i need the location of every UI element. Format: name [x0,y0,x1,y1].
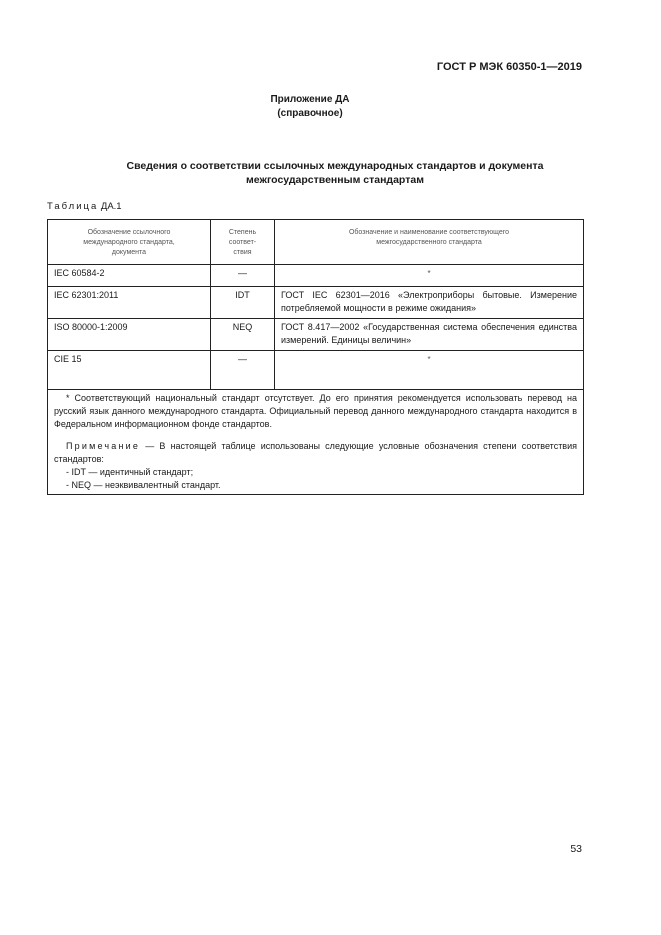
table-row [48,351,584,390]
cell-national: ГОСТ IEC 62301—2016 «Электроприборы бытовые. Измерение потребляемой мощности в режиме ожидания» [275,287,584,319]
cell-degree: — [211,265,275,287]
table-footnote-cell [48,390,584,495]
cell-national: ГОСТ 8.417—2002 «Государственная система обеспечения единства измерений. Единицы величин» [275,319,584,351]
section-title-line-1: Сведения о соответствии ссылочных международных стандартов и документа [126,160,544,172]
cell-degree: NEQ [211,319,275,351]
cell-reference: CIE 15 [48,351,211,390]
page-number: 53 [570,843,582,855]
note-item-neq: - NEQ — неэквивалентный стандарт. [66,480,221,490]
table-header-row [48,220,584,265]
annex-title: Приложение ДА [270,94,350,105]
cell-national: * [275,265,584,287]
cell-reference: ISO 80000-1:2009 [48,319,211,351]
annex-heading [0,93,661,121]
table-caption [47,201,122,212]
cell-national: * [275,351,584,390]
note-body: — В настоящей таблице использованы следующие условные обозначения степени соответствия стандартов: [54,441,577,464]
table-caption-number: ДА.1 [100,201,122,212]
cell-reference: IEC 60584-2 [48,265,211,287]
table-footnote-row [48,390,584,495]
section-title [60,159,610,187]
header-national-standard: Обозначение и наименование соответствующего межгосударственного стандарта [275,220,584,265]
note-label: Примечание [66,441,141,451]
annex-subtitle: (справочное) [277,108,343,119]
table-row [48,287,584,319]
table-row [48,319,584,351]
cell-degree: — [211,351,275,390]
header-reference-standard: Обозначение ссылочного международного стандарта, документа [48,220,211,265]
document-id: ГОСТ Р МЭК 60350-1—2019 [436,61,582,73]
footnote-text: * Соответствующий национальный стандарт отсутствует. До его принятия рекомендуется использовать перевод на русский язык данного международного стандарта. Официальный перевод данного международного стандарта находится в Федеральном информационном фонде стандартов. [54,393,577,429]
cell-degree: IDT [211,287,275,319]
section-title-line-2: межгосударственным стандартам [246,174,424,186]
note-item-idt: - IDT — идентичный стандарт; [66,467,194,477]
table-row [48,265,584,287]
standards-table [47,219,584,495]
header-degree: Степень соответ- ствия [211,220,275,265]
table-caption-word: Таблица [47,201,99,212]
note-text [54,440,577,466]
cell-reference: IEC 62301:2011 [48,287,211,319]
